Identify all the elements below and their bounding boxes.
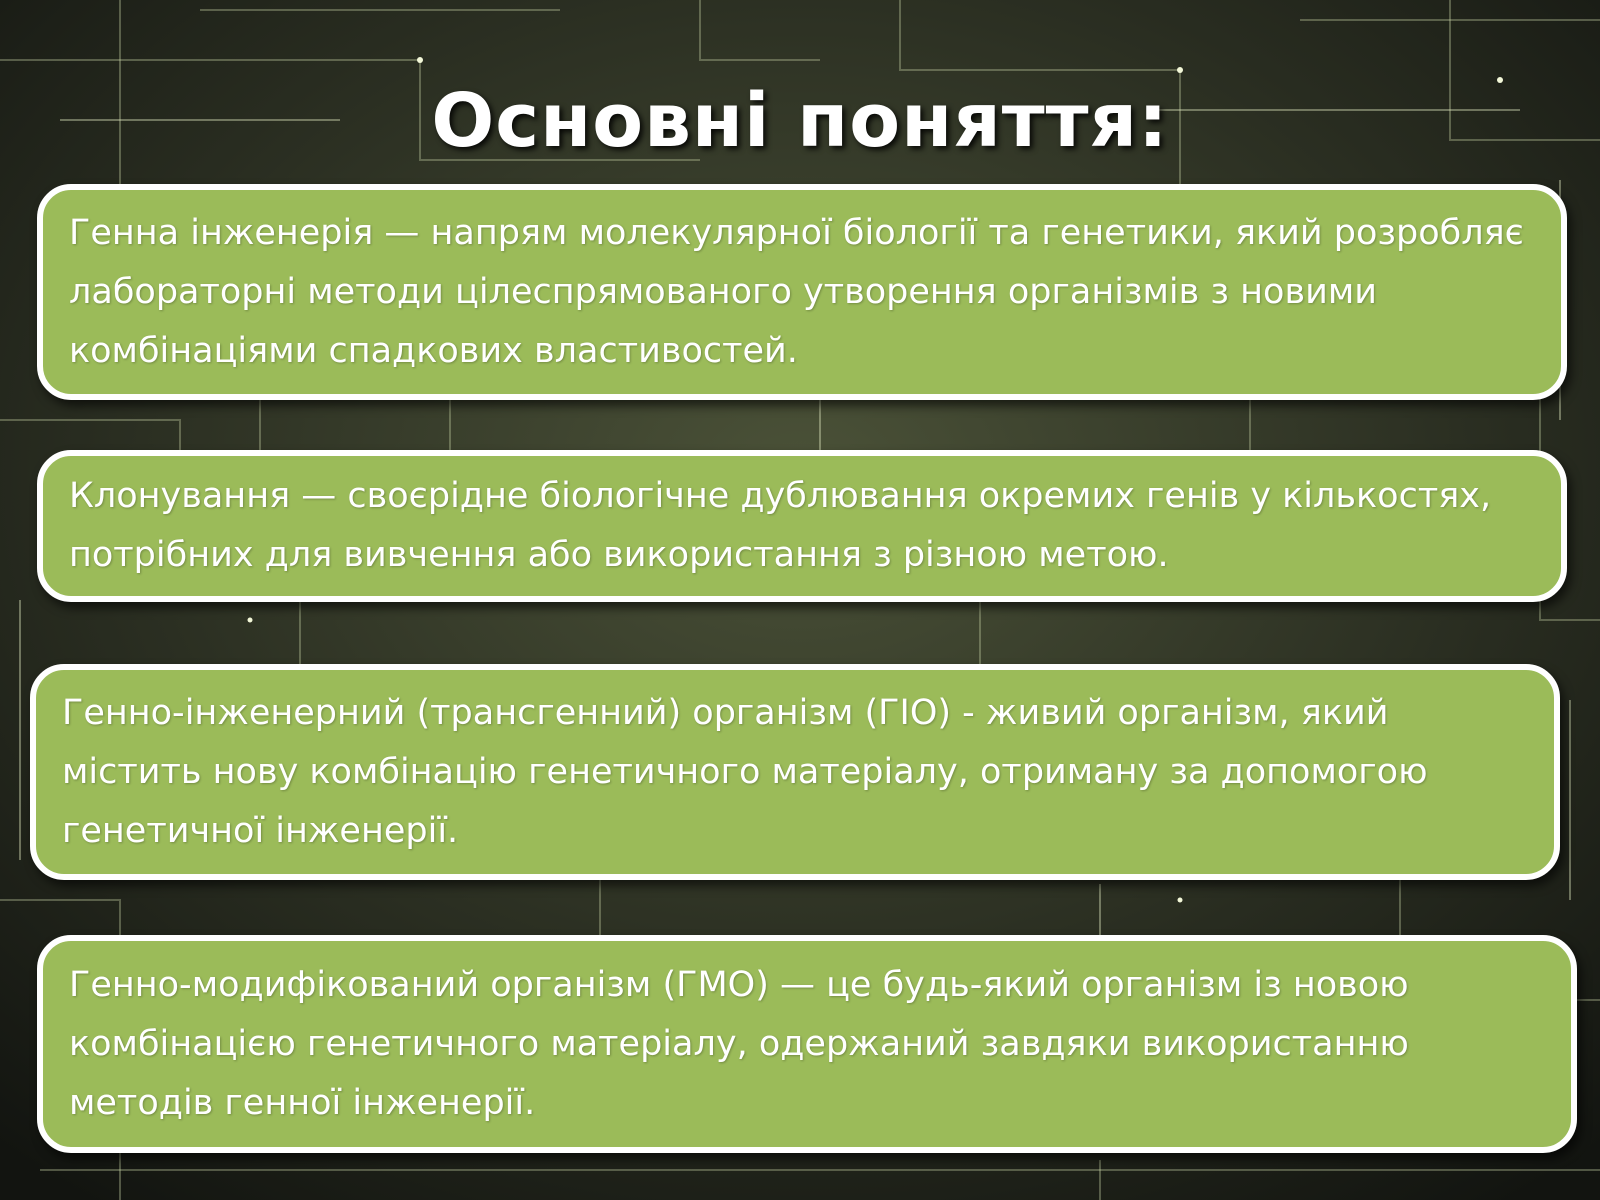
definition-card-cloning	[37, 450, 1567, 602]
definition-card-genetic-engineering	[37, 184, 1567, 400]
definition-card-transgenic-organism	[30, 664, 1560, 880]
slide-title: Основні поняття:	[431, 78, 1169, 164]
definition-card-gmo	[37, 935, 1577, 1153]
definition-text: Генна інженерія — напрям молекулярної біології та генетики, який розробляє лабораторні методи цілеспрямованого утворення організмів з новими комбінаціями спадкових властивостей.	[69, 212, 1524, 371]
definition-text: Клонування — своєрідне біологічне дублювання окремих генів у кількостях, потрібних для вивчення або використання з різною метою.	[69, 476, 1492, 575]
definition-text: Генно-інженерний (трансгенний) організм (ГІО) - живий організм, який містить нову комбінацію генетичного матеріалу, отриману за допомогою генетичної інженерії.	[62, 692, 1428, 851]
definition-text: Генно-модифікований організм (ГМО) — це будь-який організм із новою комбінацією генетичного матеріалу, одержаний завдяки використанню методів генної інженерії.	[69, 964, 1409, 1123]
